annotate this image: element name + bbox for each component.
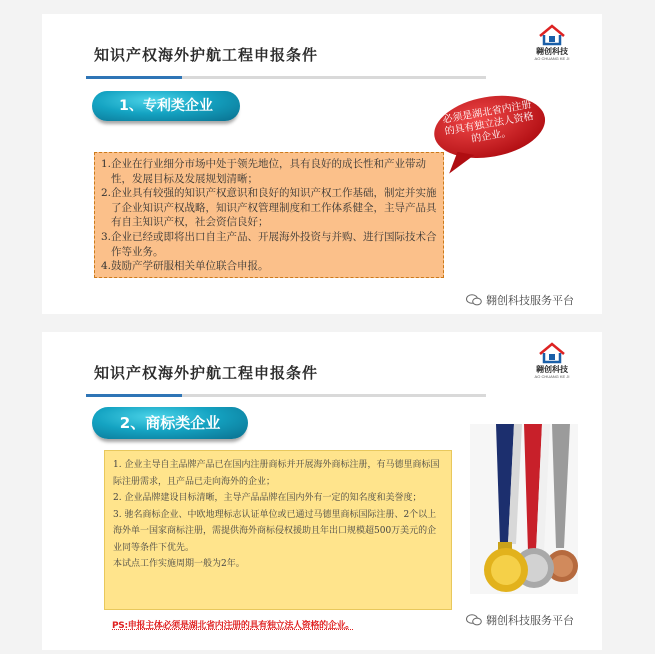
medals-image bbox=[470, 424, 578, 594]
logo-text: 翱创科技 bbox=[536, 364, 568, 374]
watermark bbox=[464, 292, 576, 308]
title-underline-accent bbox=[86, 76, 182, 79]
slide-patent bbox=[42, 14, 602, 314]
slide-trademark bbox=[42, 332, 602, 650]
ps-note: PS:申报主体必须是湖北省内注册的具有独立法人资格的企业。 bbox=[112, 621, 354, 631]
condition-line: 2. 企业品牌建设目标清晰，主导产品品牌在国内外有一定的知名度和美誉度； bbox=[113, 493, 422, 503]
logo-house-icon bbox=[537, 24, 567, 46]
callout-text: 必须是湖北省内注册的具有独立法人资格的企业。 bbox=[441, 99, 535, 146]
slide-title: 知识产权海外护航工程申报条件 bbox=[94, 364, 319, 382]
condition-item: 2. 企业具有较强的知识产权意识和良好的知识产权工作基础，制定并实施了企业知识产权战略，知识产权管理制度和工作体系健全，主导产品具有自主知识产权，社会资信良好； bbox=[101, 187, 437, 229]
callout-bubble bbox=[425, 84, 553, 173]
watermark bbox=[464, 612, 576, 628]
condition-line: 1. 企业主导自主品牌产品已在国内注册商标并开展海外商标注册，有马德里商标国际注册需求，且产品已走向海外的企业； bbox=[113, 460, 440, 487]
patent-conditions bbox=[94, 152, 444, 278]
watermark-text: 翱创科技服务平台 bbox=[486, 614, 574, 627]
logo-subtext: AO CHUANG KE JI bbox=[534, 374, 570, 379]
company-logo bbox=[520, 342, 584, 386]
slide-title: 知识产权海外护航工程申报条件 bbox=[94, 46, 319, 64]
condition-item: 1. 企业在行业细分市场中处于领先地位，具有良好的成长性和产业带动性，发展目标及发展规划清晰； bbox=[101, 158, 427, 185]
trademark-conditions bbox=[104, 450, 452, 610]
company-logo bbox=[520, 24, 584, 68]
title-underline-accent bbox=[86, 394, 182, 397]
condition-line: 3. 驰名商标企业、中欧地理标志认证单位或已通过马德里商标国际注册、2个以上海外单一国家商标注册，需提供海外商标侵权援助且年出口规模超500万美元的企业同等条件下优先。 bbox=[113, 509, 437, 553]
condition-item: 3. 企业已经或即将出口自主产品、开展海外投资与并购、进行国际技术合作等业务。 bbox=[101, 230, 437, 258]
section-label: 2、商标类企业 bbox=[92, 407, 248, 439]
title-underline bbox=[86, 76, 486, 79]
condition-line: 本试点工作实施周期一般为2年。 bbox=[113, 559, 245, 569]
logo-subtext: AO CHUANG KE JI bbox=[534, 56, 570, 61]
section-label: 1、专利类企业 bbox=[92, 91, 240, 121]
title-underline bbox=[86, 394, 486, 397]
logo-house-icon bbox=[537, 342, 567, 364]
wechat-icon bbox=[466, 614, 482, 626]
watermark-text: 翱创科技服务平台 bbox=[486, 294, 574, 307]
wechat-icon bbox=[466, 294, 482, 306]
condition-item: 4. 鼓励产学研服相关单位联合申报。 bbox=[101, 260, 269, 273]
logo-text: 翱创科技 bbox=[536, 46, 568, 56]
